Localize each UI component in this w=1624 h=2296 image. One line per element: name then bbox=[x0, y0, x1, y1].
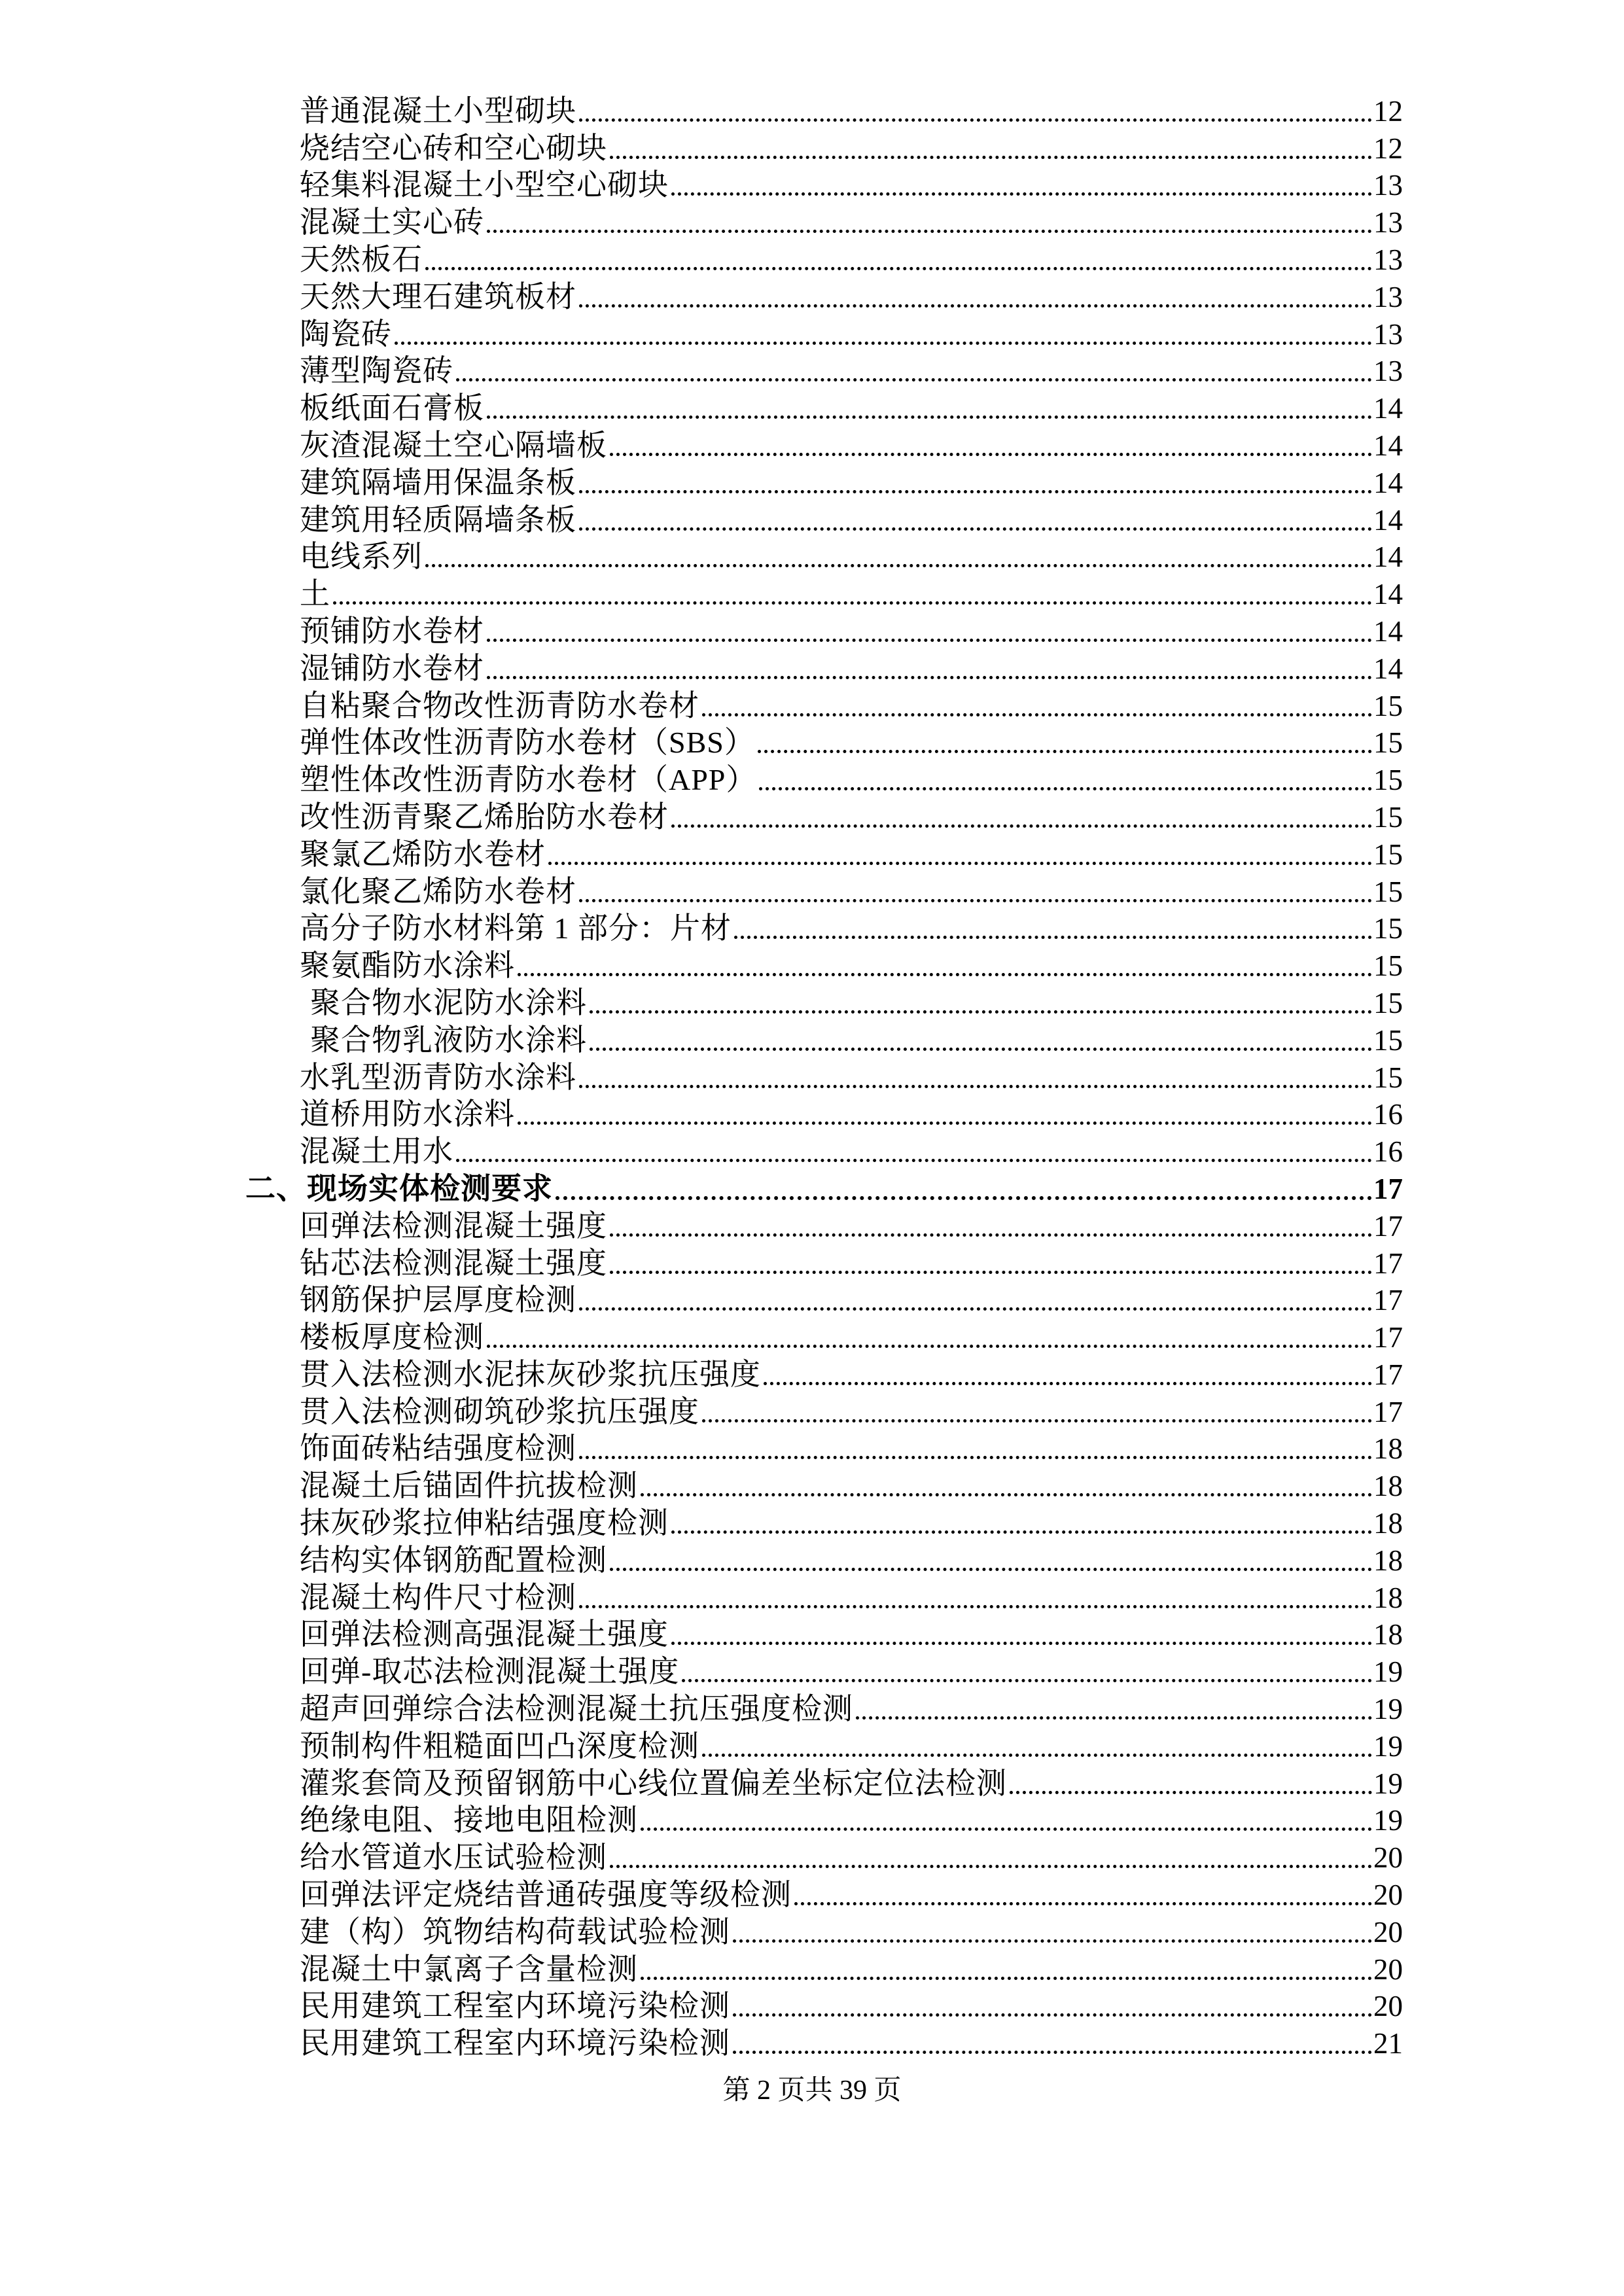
toc-entry-row[interactable] bbox=[300, 1431, 1403, 1468]
toc-entry-page: 17 bbox=[1373, 1209, 1403, 1243]
toc-entry-label: 回弹法评定烧结普通砖强度等级检测 bbox=[300, 1878, 792, 1912]
toc-entry-label: 混凝土后锚固件抗拔检测 bbox=[300, 1469, 638, 1503]
toc-entry-row[interactable] bbox=[300, 1468, 1403, 1505]
toc-entry-label: 高分子防水材料第 1 部分：片材 bbox=[300, 911, 732, 945]
toc-list bbox=[245, 93, 1403, 2062]
dot-leader bbox=[579, 490, 1372, 493]
dot-leader bbox=[487, 676, 1372, 679]
toc-entry-label: 民用建筑工程室内环境污染检测 bbox=[300, 1989, 730, 2023]
toc-entry-label: 混凝土中氯离子含量检测 bbox=[300, 1952, 638, 1986]
toc-entry-row[interactable] bbox=[300, 1059, 1403, 1097]
toc-entry-page: 14 bbox=[1373, 503, 1403, 537]
toc-entry-page: 14 bbox=[1373, 652, 1403, 685]
toc-entry-label: 灰渣混凝土空心隔墙板 bbox=[300, 428, 607, 462]
dot-leader bbox=[425, 564, 1372, 567]
toc-entry-page: 20 bbox=[1373, 1990, 1403, 2023]
toc-entry-row[interactable] bbox=[300, 1877, 1403, 1914]
toc-entry-page: 17 bbox=[1373, 1246, 1403, 1280]
dot-leader bbox=[610, 1271, 1372, 1274]
toc-entry-label: 薄型陶瓷砖 bbox=[300, 354, 453, 388]
toc-entry-row[interactable] bbox=[300, 1319, 1403, 1356]
dot-leader bbox=[456, 378, 1372, 381]
toc-entry-page: 17 bbox=[1373, 1284, 1403, 1317]
dot-leader bbox=[734, 936, 1372, 939]
dot-leader bbox=[487, 230, 1372, 233]
toc-entry-label: 塑性体改性沥青防水卷材（APP） bbox=[300, 763, 757, 797]
dot-leader bbox=[671, 1530, 1372, 1534]
toc-entry-row[interactable] bbox=[300, 204, 1403, 241]
toc-entry-row[interactable] bbox=[300, 93, 1403, 130]
toc-entry-row[interactable] bbox=[300, 1208, 1403, 1245]
toc-entry-label: 轻集料混凝土小型空心砌块 bbox=[300, 168, 669, 202]
toc-entry-page: 21 bbox=[1373, 2027, 1403, 2060]
dot-leader bbox=[758, 750, 1372, 753]
toc-entry-row[interactable] bbox=[300, 2025, 1403, 2062]
toc-entry-row[interactable] bbox=[300, 799, 1403, 836]
toc-entry-page: 13 bbox=[1373, 243, 1403, 276]
toc-entry-row[interactable] bbox=[300, 1282, 1403, 1320]
toc-entry-row[interactable] bbox=[300, 985, 1403, 1022]
dot-leader bbox=[682, 1679, 1372, 1682]
toc-entry-page: 17 bbox=[1373, 1321, 1403, 1354]
dot-leader bbox=[702, 1419, 1372, 1422]
dot-leader bbox=[641, 1493, 1372, 1496]
toc-entry-row[interactable] bbox=[300, 1988, 1403, 2026]
toc-entry-label: 给水管道水压试验检测 bbox=[300, 1841, 607, 1875]
toc-entry-label: 钻芯法检测混凝土强度 bbox=[300, 1246, 607, 1280]
toc-entry-row[interactable] bbox=[300, 1022, 1403, 1059]
toc-entry-page: 16 bbox=[1373, 1098, 1403, 1131]
toc-entry-page: 15 bbox=[1373, 838, 1403, 871]
toc-entry-label: 回弹法检测高强混凝土强度 bbox=[300, 1617, 669, 1651]
dot-leader bbox=[518, 1122, 1372, 1125]
dot-leader bbox=[395, 342, 1372, 345]
toc-entry-row[interactable] bbox=[300, 1133, 1403, 1171]
toc-entry-row[interactable] bbox=[300, 836, 1403, 874]
dot-leader bbox=[548, 862, 1372, 865]
dot-leader bbox=[487, 415, 1372, 419]
toc-entry-row[interactable] bbox=[300, 1765, 1403, 1803]
toc-entry-page: 13 bbox=[1373, 317, 1403, 351]
toc-entry-page: 20 bbox=[1373, 1915, 1403, 1949]
toc-entry-row[interactable] bbox=[300, 650, 1403, 688]
toc-entry-row[interactable] bbox=[300, 725, 1403, 762]
toc-entry-page: 12 bbox=[1373, 132, 1403, 165]
toc-entry-label: 混凝土实心砖 bbox=[300, 205, 484, 239]
toc-entry-row[interactable] bbox=[300, 502, 1403, 539]
dot-leader bbox=[425, 267, 1372, 270]
toc-entry-page: 15 bbox=[1373, 912, 1403, 945]
toc-entry-row[interactable] bbox=[300, 427, 1403, 465]
toc-section-row[interactable] bbox=[245, 1171, 1403, 1208]
dot-leader bbox=[579, 1456, 1372, 1459]
toc-entry-row[interactable] bbox=[300, 1839, 1403, 1877]
toc-entry-page: 18 bbox=[1373, 1470, 1403, 1503]
toc-entry-label: 土 bbox=[300, 577, 330, 611]
toc-entry-label: 湿铺防水卷材 bbox=[300, 651, 484, 685]
toc-entry-page: 13 bbox=[1373, 280, 1403, 313]
toc-entry-page: 19 bbox=[1373, 1693, 1403, 1726]
dot-leader bbox=[610, 1865, 1372, 1868]
toc-entry-page: 19 bbox=[1373, 1804, 1403, 1837]
toc-entry-page: 15 bbox=[1373, 986, 1403, 1019]
dot-leader bbox=[856, 1716, 1372, 1720]
dot-leader bbox=[702, 1754, 1372, 1757]
dot-leader bbox=[556, 1196, 1372, 1200]
toc-entry-page: 15 bbox=[1373, 1061, 1403, 1094]
dot-leader bbox=[671, 824, 1372, 828]
toc-entry-page: 20 bbox=[1373, 1841, 1403, 1875]
toc-entry-row[interactable] bbox=[300, 1394, 1403, 1431]
toc-entry-page: 13 bbox=[1373, 206, 1403, 239]
toc-entry-page: 17 bbox=[1373, 1358, 1403, 1391]
toc-entry-label: 建（构）筑物结构荷载试验检测 bbox=[300, 1915, 730, 1949]
toc-entry-row[interactable] bbox=[300, 316, 1403, 353]
toc-entry-label: 水乳型沥青防水涂料 bbox=[300, 1060, 576, 1094]
toc-entry-page: 13 bbox=[1373, 169, 1403, 202]
dot-leader bbox=[610, 1568, 1372, 1571]
dot-leader bbox=[579, 1085, 1372, 1088]
dot-leader bbox=[671, 1642, 1372, 1645]
toc-entry-label: 灌浆套筒及预留钢筋中心线位置偏差坐标定位法检测 bbox=[300, 1766, 1007, 1800]
toc-entry-row[interactable] bbox=[300, 353, 1403, 391]
toc-entry-row[interactable] bbox=[300, 1728, 1403, 1765]
toc-entry-label: 楼板厚度检测 bbox=[300, 1320, 484, 1354]
toc-entry-row[interactable] bbox=[300, 1951, 1403, 1988]
dot-leader bbox=[733, 2013, 1372, 2017]
toc-entry-row[interactable] bbox=[300, 1505, 1403, 1542]
dot-leader bbox=[579, 1307, 1372, 1311]
toc-entry-row[interactable] bbox=[300, 1245, 1403, 1282]
toc-entry-row[interactable] bbox=[300, 1580, 1403, 1617]
toc-entry-row[interactable] bbox=[300, 1914, 1403, 1951]
dot-leader bbox=[641, 1977, 1372, 1980]
toc-entry-page: 18 bbox=[1373, 1581, 1403, 1614]
dot-leader bbox=[579, 899, 1372, 902]
dot-leader bbox=[518, 973, 1372, 976]
toc-entry-label: 聚氯乙烯防水卷材 bbox=[300, 837, 546, 871]
toc-entry-page: 19 bbox=[1373, 1655, 1403, 1689]
dot-leader bbox=[1010, 1791, 1372, 1794]
toc-entry-page: 17 bbox=[1373, 1395, 1403, 1428]
dot-leader bbox=[487, 639, 1372, 642]
dot-leader bbox=[590, 1048, 1372, 1051]
dot-leader bbox=[610, 453, 1372, 456]
dot-leader bbox=[487, 1345, 1372, 1348]
toc-entry-page: 15 bbox=[1373, 1023, 1403, 1057]
toc-entry-label: 烧结空心砖和空心砌块 bbox=[300, 131, 607, 165]
toc-entry-page: 19 bbox=[1373, 1767, 1403, 1800]
toc-entry-label: 建筑用轻质隔墙条板 bbox=[300, 503, 576, 537]
toc-entry-page: 15 bbox=[1373, 949, 1403, 983]
toc-entry-label: 改性沥青聚乙烯胎防水卷材 bbox=[300, 800, 669, 834]
toc-entry-row[interactable] bbox=[300, 168, 1403, 205]
toc-entry-row[interactable] bbox=[300, 1356, 1403, 1394]
toc-entry-page: 18 bbox=[1373, 1507, 1403, 1540]
toc-entry-label: 民用建筑工程室内环境污染检测 bbox=[300, 2026, 730, 2060]
dot-leader bbox=[579, 118, 1372, 122]
dot-leader bbox=[733, 1939, 1372, 1943]
dot-leader bbox=[590, 1010, 1372, 1014]
toc-entry-label: 电线系列 bbox=[300, 540, 423, 574]
toc-entry-page: 15 bbox=[1373, 764, 1403, 797]
toc-entry-row[interactable] bbox=[300, 539, 1403, 576]
toc-entry-page: 14 bbox=[1373, 392, 1403, 425]
toc-section-label: 二、现场实体检测要求 bbox=[245, 1171, 553, 1205]
toc-entry-label: 聚合物乳液防水涂料 bbox=[310, 1023, 587, 1057]
toc-entry-row[interactable] bbox=[300, 1097, 1403, 1134]
toc-entry-page: 15 bbox=[1373, 689, 1403, 722]
toc-entry-page: 14 bbox=[1373, 614, 1403, 648]
toc-entry-label: 抹灰砂浆拉伸粘结强度检测 bbox=[300, 1506, 669, 1540]
toc-entry-row[interactable] bbox=[300, 613, 1403, 650]
toc-entry-label: 预铺防水卷材 bbox=[300, 614, 484, 648]
toc-entry-label: 板纸面石膏板 bbox=[300, 391, 484, 425]
toc-entry-label: 超声回弹综合法检测混凝土抗压强度检测 bbox=[300, 1692, 853, 1726]
toc-entry-page: 15 bbox=[1373, 800, 1403, 834]
toc-entry-page: 15 bbox=[1373, 875, 1403, 908]
toc-entry-label: 预制构件粗糙面凹凸深度检测 bbox=[300, 1729, 699, 1763]
toc-entry-label: 回弹法检测混凝土强度 bbox=[300, 1209, 607, 1243]
dot-leader bbox=[702, 713, 1372, 716]
toc-entry-page: 12 bbox=[1373, 94, 1403, 128]
toc-entry-page: 18 bbox=[1373, 1432, 1403, 1466]
toc-entry-label: 贯入法检测水泥抹灰砂浆抗压强度 bbox=[300, 1357, 761, 1391]
dot-leader bbox=[671, 192, 1372, 196]
toc-entry-row[interactable] bbox=[300, 1803, 1403, 1840]
toc-entry-row[interactable] bbox=[300, 947, 1403, 985]
toc-entry-page: 15 bbox=[1373, 726, 1403, 760]
toc-entry-label: 混凝土构件尺寸检测 bbox=[300, 1580, 576, 1614]
dot-leader bbox=[759, 787, 1372, 790]
toc-entry-label: 陶瓷砖 bbox=[300, 317, 392, 351]
dot-leader bbox=[610, 156, 1372, 159]
toc-entry-label: 绝缘电阻、接地电阻检测 bbox=[300, 1803, 638, 1837]
toc-entry-row[interactable] bbox=[300, 279, 1403, 316]
toc-entry-page: 20 bbox=[1373, 1952, 1403, 1986]
dot-leader bbox=[610, 1233, 1372, 1237]
toc-entry-row[interactable] bbox=[300, 1653, 1403, 1691]
dot-leader bbox=[456, 1159, 1372, 1162]
toc-entry-page: 14 bbox=[1373, 540, 1403, 574]
dot-leader bbox=[579, 527, 1372, 531]
toc-entry-row[interactable] bbox=[300, 874, 1403, 911]
toc-entry-label: 弹性体改性沥青防水卷材（SBS） bbox=[300, 726, 755, 760]
dot-leader bbox=[579, 1605, 1372, 1608]
toc-entry-page: 13 bbox=[1373, 355, 1403, 388]
dot-leader bbox=[333, 601, 1372, 605]
dot-leader bbox=[794, 1902, 1372, 1905]
page-footer: 第 2 页共 39 页 bbox=[722, 2075, 902, 2106]
dot-leader bbox=[579, 304, 1372, 308]
toc-entry-page: 14 bbox=[1373, 466, 1403, 499]
toc-entry-page: 17 bbox=[1373, 1172, 1403, 1205]
toc-entry-label: 道桥用防水涂料 bbox=[300, 1097, 515, 1131]
toc-entry-label: 结构实体钢筋配置检测 bbox=[300, 1543, 607, 1577]
toc-entry-row[interactable] bbox=[300, 688, 1403, 725]
toc-entry-label: 贯入法检测砌筑砂浆抗压强度 bbox=[300, 1394, 699, 1428]
toc-entry-row[interactable] bbox=[300, 576, 1403, 613]
toc-entry-page: 18 bbox=[1373, 1618, 1403, 1651]
toc-entry-row[interactable] bbox=[300, 390, 1403, 427]
toc-entry-label: 混凝土用水 bbox=[300, 1135, 453, 1169]
toc-entry-label: 建筑隔墙用保温条板 bbox=[300, 465, 576, 499]
toc-entry-page: 20 bbox=[1373, 1879, 1403, 1912]
toc-entry-label: 天然板石 bbox=[300, 242, 423, 276]
toc-entry-label: 普通混凝土小型砌块 bbox=[300, 94, 576, 128]
toc-entry-row[interactable] bbox=[300, 1691, 1403, 1728]
toc-entry-row[interactable] bbox=[300, 130, 1403, 168]
toc-entry-row[interactable] bbox=[300, 241, 1403, 279]
dot-leader bbox=[733, 2051, 1372, 2054]
toc-entry-row[interactable] bbox=[300, 1542, 1403, 1580]
toc-entry-label: 聚氨酯防水涂料 bbox=[300, 949, 515, 983]
toc-entry-label: 饰面砖粘结强度检测 bbox=[300, 1432, 576, 1466]
toc-entry-page: 16 bbox=[1373, 1135, 1403, 1169]
toc-entry-label: 回弹-取芯法检测混凝土强度 bbox=[300, 1655, 680, 1689]
toc-entry-row[interactable] bbox=[300, 911, 1403, 948]
toc-entry-label: 自粘聚合物改性沥青防水卷材 bbox=[300, 688, 699, 722]
toc-entry-label: 氯化聚乙烯防水卷材 bbox=[300, 874, 576, 908]
toc-entry-label: 钢筋保护层厚度检测 bbox=[300, 1283, 576, 1317]
toc-entry-page: 19 bbox=[1373, 1729, 1403, 1763]
toc-entry-page: 18 bbox=[1373, 1544, 1403, 1577]
toc-entry-page: 14 bbox=[1373, 429, 1403, 462]
toc-entry-row[interactable] bbox=[300, 762, 1403, 799]
dot-leader bbox=[641, 1828, 1372, 1831]
toc-entry-label: 天然大理石建筑板材 bbox=[300, 279, 576, 313]
dot-leader bbox=[764, 1382, 1372, 1385]
toc-entry-row[interactable] bbox=[300, 1617, 1403, 1654]
toc-entry-row[interactable] bbox=[300, 465, 1403, 502]
toc-entry-page: 14 bbox=[1373, 578, 1403, 611]
toc-entry-label: 聚合物水泥防水涂料 bbox=[310, 985, 587, 1019]
